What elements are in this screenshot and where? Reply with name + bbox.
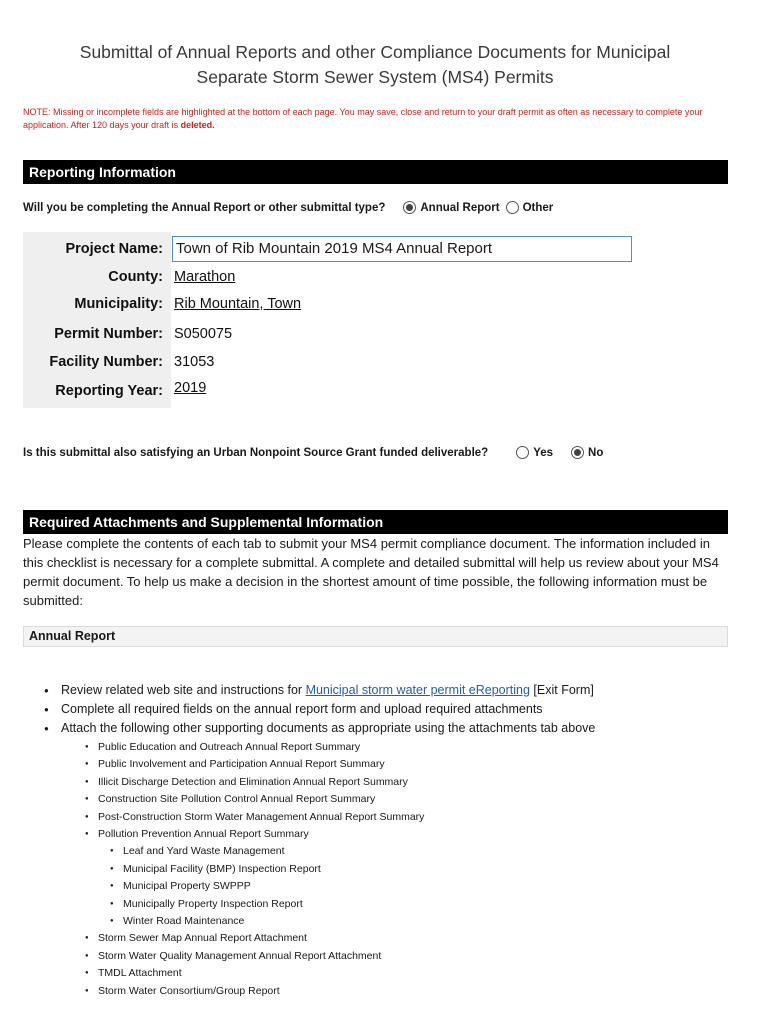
grant-row — [23, 446, 603, 459]
pollution-prevention-sublist — [123, 843, 685, 930]
county-row — [23, 264, 643, 290]
list-item: ● Municipal Property SWPPP — [110, 878, 685, 895]
list-item: ● Illicit Discharge Detection and Elimination Annual Report Summary — [85, 774, 685, 791]
list-item: ● Municipally Property Inspection Report — [110, 896, 685, 913]
permit-number-value: S050075 — [174, 326, 233, 342]
reporting-year-value: 2019 — [174, 380, 207, 396]
list-item: ● TMDL Attachment — [85, 965, 685, 982]
municipality-row — [23, 291, 643, 317]
radio-grant-yes-dot[interactable] — [516, 446, 529, 459]
radio-grant-no-label: No — [588, 446, 604, 459]
municipality-label: Municipality: — [74, 296, 163, 312]
list-item: ● Municipal Facility (BMP) Inspection Report — [110, 861, 685, 878]
radio-grant-yes[interactable] — [516, 446, 553, 459]
list-item: ● Public Involvement and Participation Annual Report Summary — [85, 756, 685, 773]
list-item: ● Storm Sewer Map Annual Report Attachment — [85, 930, 685, 947]
permit-number-label: Permit Number: — [54, 326, 163, 342]
eReporting-link[interactable]: Municipal storm water permit eReporting — [305, 683, 530, 697]
facility-number-value: 31053 — [174, 354, 215, 370]
list-item: ● Public Education and Outreach Annual Report Summary — [85, 739, 685, 756]
bullet1-prefix: Review related web site and instructions for — [61, 683, 306, 697]
list-item: ● Complete all required fields on the annual report form and upload required attachments — [44, 700, 734, 719]
pollution-prevention-label: Pollution Prevention Annual Report Summary — [98, 828, 309, 841]
radio-annual-report-dot[interactable] — [403, 201, 416, 214]
annual-report-subhead: Annual Report — [23, 626, 728, 647]
submittal-type-row — [23, 201, 553, 214]
radio-grant-no-dot[interactable] — [571, 446, 584, 459]
list-item: ● Storm Water Consortium/Group Report — [85, 983, 685, 1000]
note-text: NOTE: Missing or incomplete fields are highlighted at the bottom of each page. You may save, close and return to your draft permit as often as necessary to complete your application. After 120 days your draft is — [23, 107, 703, 130]
county-label: County: — [108, 269, 163, 285]
radio-other-label: Other — [522, 201, 554, 214]
supporting-docs-list — [85, 739, 685, 1000]
title-line-1: Submittal of Annual Reports and other Compliance Documents for Municipal — [79, 42, 671, 62]
note-bold: deleted. — [180, 120, 215, 130]
bullet1-suffix: [Exit Form] — [529, 683, 594, 697]
page-title — [20, 40, 730, 90]
reporting-year-label: Reporting Year: — [55, 383, 163, 399]
submittal-type-question: Will you be completing the Annual Report or other submittal type? — [23, 201, 386, 214]
reporting-section-header: Reporting Information — [23, 160, 728, 184]
draft-note — [23, 106, 735, 132]
municipality-value: Rib Mountain, Town — [174, 296, 302, 312]
radio-other-dot[interactable] — [506, 201, 519, 214]
radio-other[interactable] — [506, 201, 554, 214]
permit-number-row — [23, 321, 643, 347]
facility-number-label: Facility Number: — [49, 354, 163, 370]
list-item: ● Post-Construction Storm Water Management Annual Report Summary — [85, 809, 685, 826]
attachments-section-header: Required Attachments and Supplemental Information — [23, 510, 728, 534]
grant-question: Is this submittal also satisfying an Urban Nonpoint Source Grant funded deliverable? — [23, 446, 489, 459]
radio-annual-report-label: Annual Report — [420, 201, 500, 214]
title-line-2: Separate Storm Sewer System (MS4) Permits — [196, 67, 554, 87]
list-item — [85, 826, 685, 930]
radio-grant-no[interactable] — [571, 446, 603, 459]
radio-annual-report[interactable] — [403, 201, 499, 214]
main-bullet-list — [44, 681, 734, 738]
list-item: ● Construction Site Pollution Control Annual Report Summary — [85, 791, 685, 808]
facility-number-row — [23, 349, 643, 375]
county-value: Marathon — [174, 269, 236, 285]
list-item: ● Storm Water Quality Management Annual Report Attachment — [85, 948, 685, 965]
project-name-label: Project Name: — [65, 241, 163, 257]
list-item: ● Attach the following other supporting documents as appropriate using the attachments tab above — [44, 719, 734, 738]
radio-grant-yes-label: Yes — [533, 446, 554, 459]
list-item — [44, 681, 734, 700]
attachments-paragraph: Please complete the contents of each tab to submit your MS4 permit compliance document. The information included in this checklist is necessary for a complete submittal. A complete and detailed submittal will help us review about your MS4 permit document. To help us make a decision in the shortest amount of time possible, the following information must be submitted: — [23, 536, 719, 608]
project-name-input[interactable]: Town of Rib Mountain 2019 MS4 Annual Report — [172, 236, 632, 262]
list-item: ● Leaf and Yard Waste Management — [110, 843, 685, 860]
list-item: ● Winter Road Maintenance — [110, 913, 685, 930]
project-name-row — [23, 236, 643, 262]
reporting-year-row — [23, 378, 643, 404]
